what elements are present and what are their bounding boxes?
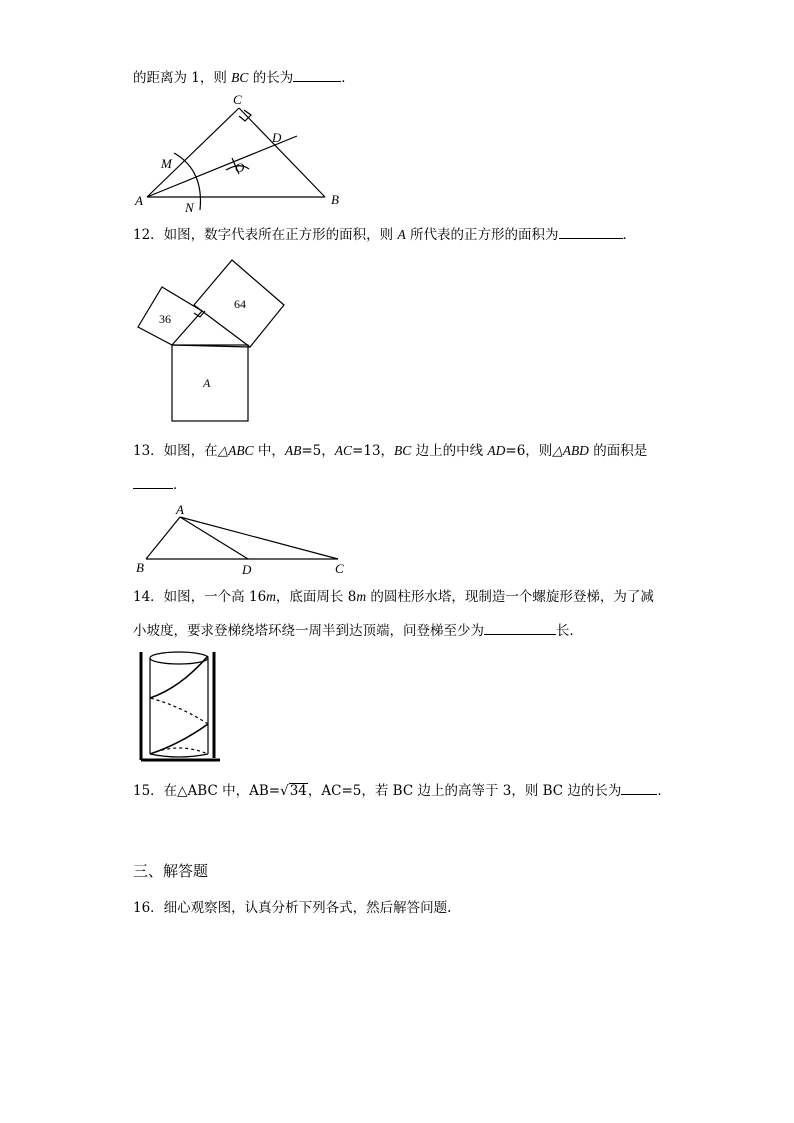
q12-text-pre: 12．如图，数字代表所在正方形的面积，则 (133, 227, 398, 243)
q11-figure (130, 90, 360, 218)
q13-answer-line (133, 474, 187, 494)
q13-figure (130, 500, 355, 576)
q12-text-post: 所代表的正方形的面积为 (405, 227, 559, 243)
section-heading: 三、解答题 (133, 862, 209, 880)
q12-square-a-label: A (203, 376, 211, 390)
q12-end: ． (622, 227, 637, 243)
q13-label-c: C (335, 561, 344, 576)
q11-answer-blank[interactable] (293, 67, 341, 82)
q12-answer-blank[interactable] (559, 224, 623, 239)
q11-label-o: O (235, 160, 245, 175)
q15-sqrt-value: 34 (289, 783, 307, 799)
q13-tri-abc: △ABC (217, 443, 254, 458)
q11-label-m: M (161, 156, 172, 171)
q13-p2: 中， (253, 443, 285, 459)
q15-p1: 15．在△ABC 中，AB= (133, 783, 281, 799)
q12-square-64-label: 64 (234, 297, 246, 311)
q14-unit2: m (356, 589, 367, 604)
q13-ac: AC (334, 443, 353, 458)
q13-ab: AB (284, 443, 302, 458)
q13-ab-val: =5， (301, 443, 335, 459)
q11-label-d: D (272, 130, 282, 145)
q14-circumference: 8 (347, 589, 357, 605)
q13-p3: 边上的中线 (411, 443, 488, 459)
q14-unit1: m (266, 589, 276, 604)
q11-var-bc: BC (231, 70, 249, 85)
q13-p1: 13．如图，在 (133, 443, 218, 459)
q14-p2: ，底面周长 (275, 589, 348, 605)
q13-ac-val: =13， (352, 443, 395, 459)
q13-p4: 的面积是 (588, 443, 648, 459)
q13-end: ． (173, 477, 187, 493)
q14-text-line2 (133, 620, 583, 640)
q11-end: ． (341, 70, 355, 86)
q13-text (133, 442, 647, 460)
q11-label-n: N (185, 200, 194, 215)
q14-line2-post: 长． (556, 623, 583, 639)
q13-bc: BC (394, 443, 412, 458)
q14-height: 16 (248, 589, 267, 605)
q12-text (133, 224, 636, 244)
q15-answer-blank[interactable] (621, 780, 657, 795)
q13-label-a: A (176, 502, 184, 517)
q13-ad-val: =6，则 (505, 443, 553, 459)
q11-text-post: 的长为 (248, 70, 294, 86)
q14-figure (136, 646, 222, 764)
q13-tri-abd: △ABD (552, 443, 589, 458)
q13-answer-blank[interactable] (133, 474, 173, 489)
q13-label-b: B (136, 560, 144, 575)
q15-end: ． (657, 783, 671, 799)
q15-sqrt-sign: √ (280, 783, 289, 799)
q12-figure (130, 255, 290, 427)
q12-square-36-label: 36 (159, 312, 171, 326)
q11-text-pre: 的距离为 1，则 (133, 70, 232, 86)
q15-text (133, 780, 671, 800)
q11-label-a: A (135, 193, 143, 208)
q13-label-d: D (242, 562, 252, 577)
q14-p3: 的圆柱形水塔，现制造一个螺旋形登梯，为了减 (366, 589, 654, 605)
q11-label-c: C (233, 92, 242, 107)
q11-text (133, 67, 355, 87)
q14-line2-pre: 小坡度，要求登梯绕塔环绕一周半到达顶端，问登梯至少为 (133, 623, 484, 639)
q16-text: 16．细心观察图，认真分析下列各式，然后解答问题. (133, 900, 452, 916)
q15-p2: ，AC=5，若 BC 边上的高等于 3，则 BC 边的长为 (307, 783, 622, 799)
q14-p1: 14．如图，一个高 (133, 589, 249, 605)
q11-label-b: B (331, 192, 339, 207)
q13-ad: AD (487, 443, 506, 458)
q12-var-a: A (397, 227, 406, 242)
q14-answer-blank[interactable] (484, 620, 556, 635)
q14-text-line1 (133, 588, 654, 606)
